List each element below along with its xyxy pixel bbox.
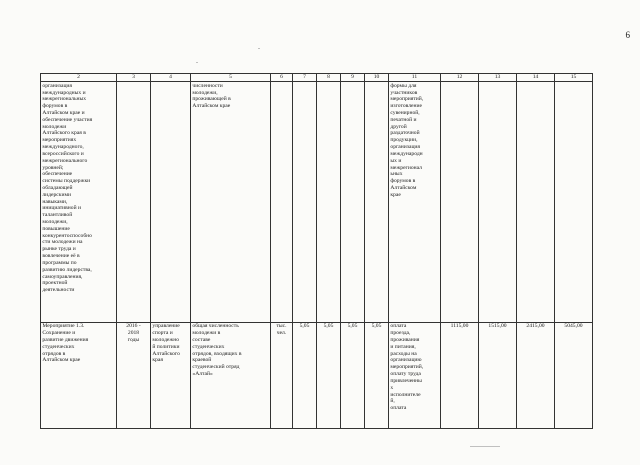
- cell-text: 5,05: [347, 323, 358, 330]
- cell-text: 5045,00: [564, 323, 583, 330]
- column-header: 8: [317, 74, 341, 82]
- funding-total-cell: [555, 322, 593, 429]
- table-row: [41, 82, 593, 323]
- funding-cell: [517, 322, 555, 429]
- cell-text: общая численность молодежи в составе студенческих отрядов, входящих в краевой студенческий отряд «Алтай»: [192, 323, 242, 378]
- executor-cell: [151, 322, 191, 429]
- table-row: [41, 322, 593, 429]
- funding-total-cell: [555, 82, 593, 323]
- indicator-cell: [191, 82, 271, 323]
- page-number: 6: [625, 30, 630, 40]
- column-header: 12: [441, 74, 479, 82]
- funding-cell: [441, 82, 479, 323]
- cell-text: 2016 - 2018 годы: [126, 323, 141, 344]
- period-cell: [117, 322, 151, 429]
- column-header: 5: [191, 74, 271, 82]
- cell-text: организация международных и межрегиональных форумов в Алтайском крае и обеспечение участия молодежи Алтайского края в мероприятиях международного, всероссийского и межрегионального уровней; обеспечение системы поддержки обладающей лидерскими навыками, инициативной и талантливой молодежи, повышение конкурентоспособно сти молодежи на рынке труда и вовлечение её в программы по развитию лидерства, самоуправления, проектной деятельности: [42, 82, 93, 294]
- scan-speck: [470, 446, 500, 447]
- column-header: 4: [151, 74, 191, 82]
- indicator-cell: [191, 322, 271, 429]
- funding-cell: [517, 82, 555, 323]
- cell-text: 1115,00: [450, 323, 469, 330]
- value-cell: [365, 82, 389, 323]
- cell-text: оплата проезда, проживания и питания, расходы на организацию мероприятий, оплату труда привлеченны х исполнителе й, оплата: [390, 323, 424, 412]
- expense-direction-cell: [389, 322, 441, 429]
- cell-text: 1515,00: [488, 323, 507, 330]
- cell-text: 2415,00: [526, 323, 545, 330]
- column-header: 15: [555, 74, 593, 82]
- funding-cell: [441, 322, 479, 429]
- unit-cell: [271, 82, 293, 323]
- column-header: 10: [365, 74, 389, 82]
- expense-direction-cell: [389, 82, 441, 323]
- value-cell: [317, 322, 341, 429]
- column-header: 14: [517, 74, 555, 82]
- column-header: 11: [389, 74, 441, 82]
- value-cell: [293, 322, 317, 429]
- unit-cell: [271, 322, 293, 429]
- cell-text: 5,05: [323, 323, 334, 330]
- column-number-row: [41, 74, 593, 82]
- cell-text: управление спорта и молодежно й политики Алтайского края: [152, 323, 180, 364]
- cell-text: Мероприятие 1.3. Сохранение и развитие движения студенческих отрядов в Алтайском крае: [42, 323, 89, 364]
- cell-text: 5,05: [299, 323, 310, 330]
- program-activities-table: [40, 73, 593, 429]
- column-header: 13: [479, 74, 517, 82]
- column-header: 9: [341, 74, 365, 82]
- column-header: 6: [271, 74, 293, 82]
- column-header: 3: [117, 74, 151, 82]
- column-header: 7: [293, 74, 317, 82]
- executor-cell: [151, 82, 191, 323]
- funding-cell: [479, 82, 517, 323]
- cell-text: формы для участников мероприятий, изготовление сувенирной, печатной и другой раздаточной продукции, организация международн ых и межрегионал ьных форумов в Алтайском крае: [390, 82, 424, 198]
- column-header: 2: [41, 74, 117, 82]
- value-cell: [365, 322, 389, 429]
- cell-text: численности молодежи, проживающей в Алтайском крае: [192, 82, 231, 110]
- scan-speck: [196, 62, 198, 63]
- period-cell: [117, 82, 151, 323]
- value-cell: [293, 82, 317, 323]
- task-description-cell: [41, 322, 117, 429]
- value-cell: [341, 322, 365, 429]
- value-cell: [341, 82, 365, 323]
- cell-text: 5,05: [371, 323, 382, 330]
- funding-cell: [479, 322, 517, 429]
- cell-text: тыс. чел.: [276, 323, 287, 337]
- task-description-cell: [41, 82, 117, 323]
- scan-speck: [258, 48, 260, 49]
- value-cell: [317, 82, 341, 323]
